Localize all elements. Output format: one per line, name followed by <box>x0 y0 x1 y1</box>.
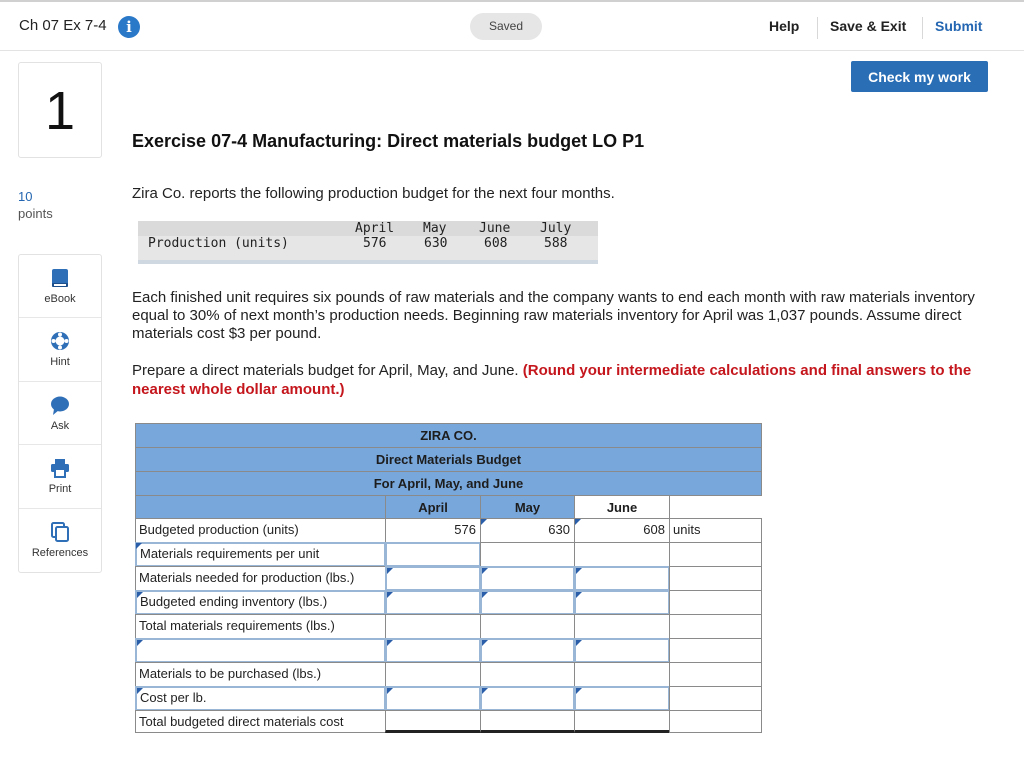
sidebar-item-label: Hint <box>50 356 70 369</box>
sidebar-item-label: eBook <box>44 293 76 305</box>
column-header-may: May <box>480 495 575 519</box>
production-value: 588 <box>544 236 568 251</box>
june-materials-per-unit-input[interactable] <box>574 542 670 567</box>
references-icon <box>49 521 71 543</box>
check-my-work-button[interactable]: Check my work <box>851 61 988 92</box>
save-exit-link[interactable]: Save & Exit <box>830 18 907 34</box>
cell-marker <box>482 568 488 574</box>
empty-cell <box>669 686 762 711</box>
row-label: Budgeted ending inventory (lbs.) <box>135 590 386 615</box>
month-label: June <box>479 221 511 236</box>
empty-cell <box>669 662 762 687</box>
instruction-text <box>132 361 992 399</box>
cell-marker <box>387 592 393 598</box>
question-number: 1 <box>18 62 102 158</box>
row-label: Materials needed for production (lbs.) <box>135 566 386 591</box>
submit-link[interactable]: Submit <box>935 18 983 34</box>
saved-status-badge: Saved <box>470 13 542 40</box>
month-label: May <box>423 221 447 236</box>
cell-marker <box>481 519 487 525</box>
april-production-value: 576 <box>385 518 481 543</box>
problem-paragraph: Each finished unit requires six pounds of raw materials and the company wants to end each month with raw materials inventory equal to 30% of next month’s production needs. Beginning raw materials inventory for April was 1,037 pounds. Assume direct materials cost $3 per pound. <box>132 289 975 342</box>
cell-marker <box>576 688 582 694</box>
intro-text: Zira Co. reports the following production budget for the next four months. <box>132 185 615 202</box>
may-total-cost-input[interactable] <box>480 710 575 733</box>
cell-marker <box>576 592 582 598</box>
may-materials-purchased-input[interactable] <box>480 662 575 687</box>
table-bottom-band <box>138 260 598 264</box>
may-materials-needed-input[interactable] <box>480 566 575 591</box>
cell-marker <box>387 640 393 646</box>
budget-company-name: ZIRA CO. <box>135 423 762 448</box>
row-label: Budgeted production (units) <box>135 518 386 543</box>
cell-marker <box>387 688 393 694</box>
sidebar-item-references[interactable] <box>19 509 101 572</box>
sidebar-item-label: References <box>31 546 89 559</box>
cell-marker <box>576 640 582 646</box>
instruction-rounding-note: (Round your intermediate calculations and final answers to the nearest whole dollar amount.) <box>132 362 972 398</box>
april-materials-purchased-input[interactable] <box>385 662 481 687</box>
june-cost-per-lb-input[interactable] <box>574 686 670 711</box>
cell-marker <box>482 592 488 598</box>
production-budget-table <box>138 221 598 264</box>
production-row-label: Production (units) <box>148 236 289 251</box>
may-production-value: 630 <box>480 518 575 543</box>
april-blank-row-input[interactable] <box>385 638 481 663</box>
info-icon[interactable]: i <box>118 16 140 38</box>
cell-marker <box>575 519 581 525</box>
divider <box>922 17 923 39</box>
blank-row-label-input[interactable] <box>135 638 386 663</box>
april-materials-needed-input[interactable] <box>385 566 481 591</box>
cell-marker <box>137 592 143 598</box>
printer-icon <box>49 457 71 479</box>
row-label: Materials requirements per unit <box>135 542 386 567</box>
column-header-april: April <box>385 495 481 519</box>
april-total-requirements-input[interactable] <box>385 614 481 639</box>
production-value: 576 <box>363 236 387 251</box>
tools-sidebar <box>18 254 102 573</box>
assignment-title: Ch 07 Ex 7-4 <box>19 17 107 34</box>
points-label: points <box>18 206 53 221</box>
row-label: Total budgeted direct materials cost <box>135 710 386 733</box>
empty-cell <box>669 590 762 615</box>
chat-bubble-icon <box>49 394 71 416</box>
production-value: 608 <box>484 236 508 251</box>
sidebar-item-label: Ask <box>50 419 70 432</box>
month-label: April <box>355 221 395 236</box>
budget-period: For April, May, and June <box>135 471 762 496</box>
points-value: 10 <box>18 189 33 204</box>
cell-marker <box>482 688 488 694</box>
book-icon <box>49 267 71 289</box>
help-link[interactable]: Help <box>769 18 800 34</box>
cell-marker <box>136 543 142 549</box>
exercise-heading: Exercise 07-4 Manufacturing: Direct materials budget LO P1 <box>132 131 645 151</box>
cell-marker <box>576 568 582 574</box>
empty-cell <box>669 638 762 663</box>
column-header-june: June <box>574 495 670 519</box>
month-label: July <box>540 221 572 236</box>
divider <box>817 17 818 39</box>
sidebar-item-print[interactable] <box>19 445 101 508</box>
june-total-cost-input[interactable] <box>574 710 670 733</box>
june-ending-inventory-input[interactable] <box>574 590 670 615</box>
june-blank-row-input[interactable] <box>574 638 670 663</box>
sidebar-item-label: Print <box>48 483 72 496</box>
cell-marker <box>137 640 143 646</box>
may-blank-row-input[interactable] <box>480 638 575 663</box>
units-label: units <box>669 518 762 543</box>
cell-marker <box>387 568 393 574</box>
empty-cell <box>669 710 762 733</box>
cell-marker <box>137 688 143 694</box>
row-label: Materials to be purchased (lbs.) <box>135 662 386 687</box>
sidebar-item-ask[interactable] <box>19 382 101 445</box>
empty-cell <box>669 614 762 639</box>
june-materials-purchased-input[interactable] <box>574 662 670 687</box>
budget-title: Direct Materials Budget <box>135 447 762 472</box>
april-cost-per-lb-input[interactable] <box>385 686 481 711</box>
april-materials-per-unit-input[interactable] <box>385 542 481 567</box>
column-header-blank <box>135 495 386 519</box>
april-ending-inventory-input[interactable] <box>385 590 481 615</box>
may-total-requirements-input[interactable] <box>480 614 575 639</box>
sidebar-item-hint[interactable] <box>19 318 101 381</box>
april-total-cost-input[interactable] <box>385 710 481 733</box>
may-materials-per-unit-input[interactable] <box>480 542 575 567</box>
production-value: 630 <box>424 236 448 251</box>
may-cost-per-lb-input[interactable] <box>480 686 575 711</box>
june-production-value: 608 <box>574 518 670 543</box>
instruction-plain: Prepare a direct materials budget for April, May, and June. <box>132 362 523 379</box>
lifebuoy-icon <box>49 330 71 352</box>
may-ending-inventory-input[interactable] <box>480 590 575 615</box>
june-materials-needed-input[interactable] <box>574 566 670 591</box>
empty-cell <box>669 566 762 591</box>
sidebar-item-ebook[interactable] <box>19 255 101 318</box>
top-bar <box>0 0 1024 51</box>
june-total-requirements-input[interactable] <box>574 614 670 639</box>
row-label: Total materials requirements (lbs.) <box>135 614 386 639</box>
empty-cell <box>669 542 762 567</box>
row-label: Cost per lb. <box>135 686 386 711</box>
cell-marker <box>482 640 488 646</box>
